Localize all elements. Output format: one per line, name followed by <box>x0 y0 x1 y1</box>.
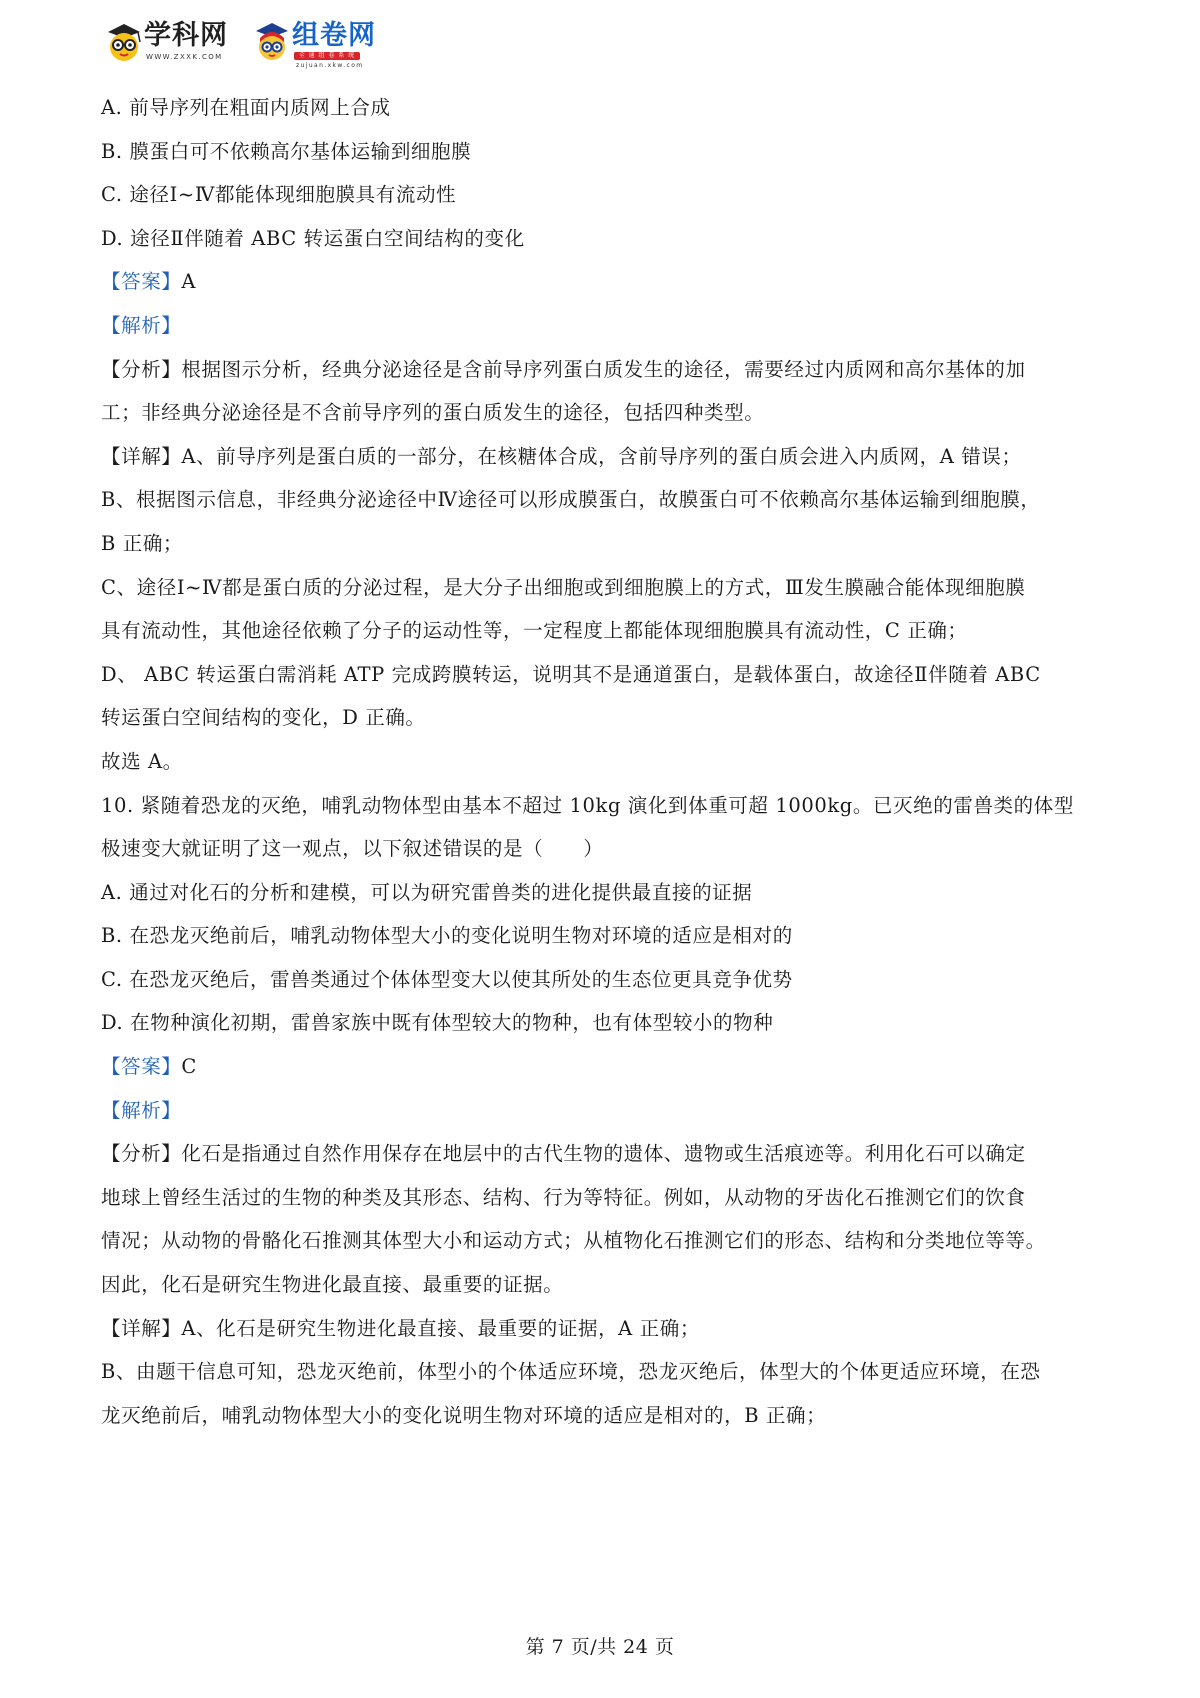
option-line: D. 途径Ⅱ伴随着 ABC 转运蛋白空间结构的变化 <box>101 226 525 250</box>
logo-xuekewang-name: 学科网 <box>144 20 228 51</box>
document-body <box>101 86 1074 1437</box>
logo-xuekewang <box>104 18 239 68</box>
page-number-footer: 第 7 页/共 24 页 <box>525 1636 675 1658</box>
option-line: B. 在恐龙灭绝前后，哺乳动物体型大小的变化说明生物对环境的适应是相对的 <box>101 924 793 948</box>
analysis-tag: 【解析】 <box>101 313 182 337</box>
mascot-student-icon <box>252 22 292 62</box>
page-header <box>104 18 404 68</box>
detail-text-line: B、由题干信息可知，恐龙灭绝前，体型小的个体适应环境，恐龙灭绝后，体型大的个体更适应环境，在恐 <box>101 1360 1041 1384</box>
detail-text-line: 龙灭绝前后，哺乳动物体型大小的变化说明生物对环境的适应是相对的，B 正确； <box>101 1403 827 1427</box>
detail-text-line: 【详解】A、化石是研究生物进化最直接、最重要的证据，A 正确； <box>101 1316 700 1340</box>
analysis-text-line: 【分析】根据图示分析，经典分泌途径是含前导序列蛋白质发生的途径，需要经过内质网和高尔基体的加 <box>101 357 1026 381</box>
analysis-heading <box>101 304 1021 348</box>
option-line: C. 途径Ⅰ~Ⅳ都能体现细胞膜具有流动性 <box>101 183 457 207</box>
analysis-heading <box>101 1089 1021 1133</box>
option-line: A. 通过对化石的分析和建模，可以为研究雷兽类的进化提供最直接的证据 <box>101 880 753 904</box>
logo-xuekewang-url: WWW.ZXXK.COM <box>146 53 223 61</box>
answer-tag: 【答案】 <box>101 1055 182 1079</box>
detail-text-line: B、根据图示信息，非经典分泌途径中Ⅳ途径可以形成膜蛋白，故膜蛋白可不依赖高尔基体运输到细胞膜， <box>101 488 1041 512</box>
conclusion-line: 故选 A。 <box>101 749 183 773</box>
question-stem-line: 极速变大就证明了这一观点，以下叙述错误的是（ ） <box>101 837 604 861</box>
answer-tag: 【答案】 <box>101 270 182 294</box>
question-stem-line: 10. 紧随着恐龙的灭绝，哺乳动物体型由基本不超过 10kg 演化到体重可超 1000kg。已灭绝的雷兽类的体型 <box>101 793 1074 817</box>
analysis-text-line: 因此，化石是研究生物进化最直接、最重要的证据。 <box>101 1273 564 1297</box>
answer-line: 【答案】C <box>101 1055 197 1079</box>
detail-text-line: B 正确； <box>101 531 184 555</box>
answer-line: 【答案】A <box>101 270 197 294</box>
analysis-text-line: 地球上曾经生活过的生物的种类及其形态、结构、行为等特征。例如，从动物的牙齿化石推测它们的饮食 <box>101 1185 1026 1209</box>
option-line: C. 在恐龙灭绝后，雷兽类通过个体体型变大以使其所处的生态位更具竞争优势 <box>101 967 793 991</box>
detail-text-line: 转运蛋白空间结构的变化，D 正确。 <box>101 706 426 730</box>
logo-zujuanwang-ribbon: 全 通 组 卷 系 统 <box>294 52 360 60</box>
option-line: D. 在物种演化初期，雷兽家族中既有体型较大的物种，也有体型较小的物种 <box>101 1011 774 1035</box>
analysis-text-line: 情况；从动物的骨骼化石推测其体型大小和运动方式；从植物化石推测它们的形态、结构和分类地位等等。 <box>101 1229 1046 1253</box>
detail-text-line: 具有流动性，其他途径依赖了分子的运动性等，一定程度上都能体现细胞膜具有流动性，C 正确； <box>101 619 968 643</box>
logo-zujuanwang-url: zujuan.xkw.com <box>296 62 364 69</box>
detail-text-line: D、 ABC 转运蛋白需消耗 ATP 完成跨膜转运，说明其不是通道蛋白，是载体蛋白，故途径Ⅱ伴随着 ABC <box>101 662 1041 686</box>
logo-zujuanwang <box>252 18 402 68</box>
detail-text-line: C、途径Ⅰ~Ⅳ都是蛋白质的分泌过程，是大分子出细胞或到细胞膜上的方式，Ⅲ发生膜融合能体现细胞膜 <box>101 575 1026 599</box>
logo-zujuanwang-name: 组卷网 <box>292 20 376 51</box>
option-line: A. 前导序列在粗面内质网上合成 <box>101 96 391 119</box>
analysis-text-line: 工；非经典分泌途径是不含前导序列的蛋白质发生的途径，包括四种类型。 <box>101 401 765 425</box>
detail-text-line: 【详解】A、前导序列是蛋白质的一部分，在核糖体合成，含前导序列的蛋白质会进入内质网，A 错误； <box>101 444 1022 468</box>
option-line: B. 膜蛋白可不依赖高尔基体运输到细胞膜 <box>101 139 472 163</box>
analysis-tag: 【解析】 <box>101 1098 182 1122</box>
mascot-owl-icon <box>104 22 144 62</box>
analysis-text-line: 【分析】化石是指通过自然作用保存在地层中的古代生物的遗体、遗物或生活痕迹等。利用化石可以确定 <box>101 1142 1026 1166</box>
